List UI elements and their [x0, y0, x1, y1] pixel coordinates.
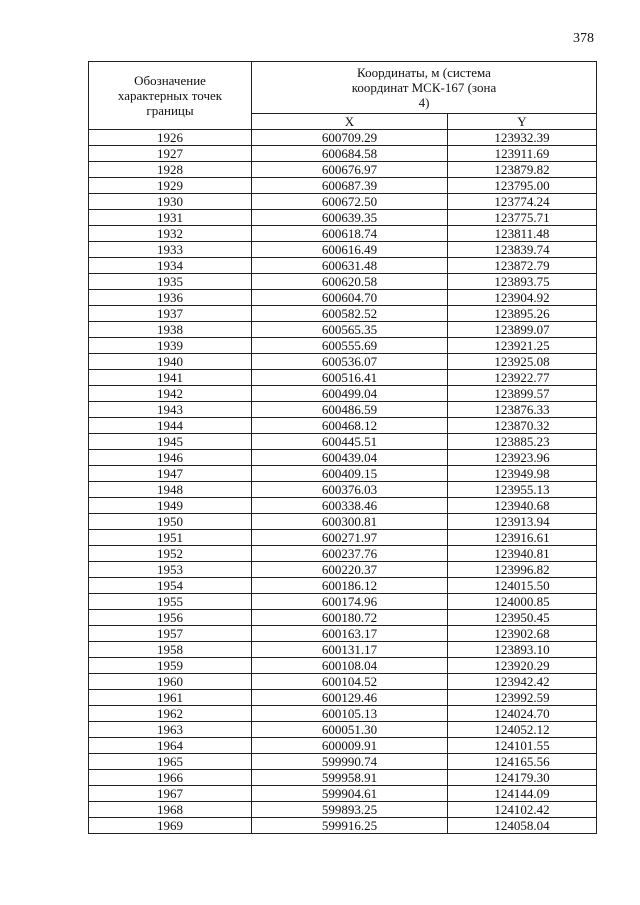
x-coordinate-cell: 600338.46	[252, 498, 448, 514]
point-number-cell: 1969	[89, 818, 252, 834]
point-number-cell: 1963	[89, 722, 252, 738]
table-body	[89, 130, 597, 834]
table-row	[89, 178, 597, 194]
x-coordinate-cell: 599904.61	[252, 786, 448, 802]
x-coordinate-cell: 600639.35	[252, 210, 448, 226]
point-number-cell: 1955	[89, 594, 252, 610]
table-row	[89, 658, 597, 674]
point-number-cell: 1957	[89, 626, 252, 642]
table-row	[89, 450, 597, 466]
point-number-cell: 1946	[89, 450, 252, 466]
y-coordinate-cell: 123876.33	[448, 402, 597, 418]
table-row	[89, 514, 597, 530]
point-number-cell: 1965	[89, 754, 252, 770]
header-coordinates	[252, 62, 597, 114]
table-row	[89, 322, 597, 338]
table-row	[89, 194, 597, 210]
x-coordinate-cell: 600163.17	[252, 626, 448, 642]
table-row	[89, 386, 597, 402]
point-number-cell: 1966	[89, 770, 252, 786]
y-coordinate-cell: 124165.56	[448, 754, 597, 770]
coordinates-table	[88, 61, 597, 834]
y-coordinate-cell: 123922.77	[448, 370, 597, 386]
x-coordinate-cell: 600376.03	[252, 482, 448, 498]
table-row	[89, 802, 597, 818]
y-coordinate-cell: 123879.82	[448, 162, 597, 178]
point-number-cell: 1929	[89, 178, 252, 194]
y-coordinate-cell: 123996.82	[448, 562, 597, 578]
table-row	[89, 594, 597, 610]
x-coordinate-cell: 600620.58	[252, 274, 448, 290]
x-coordinate-cell: 600687.39	[252, 178, 448, 194]
x-coordinate-cell: 600604.70	[252, 290, 448, 306]
y-coordinate-cell: 124179.30	[448, 770, 597, 786]
point-number-cell: 1926	[89, 130, 252, 146]
x-coordinate-cell: 600631.48	[252, 258, 448, 274]
point-number-cell: 1960	[89, 674, 252, 690]
y-coordinate-cell: 124000.85	[448, 594, 597, 610]
point-number-cell: 1952	[89, 546, 252, 562]
table-row	[89, 482, 597, 498]
x-coordinate-cell: 600565.35	[252, 322, 448, 338]
x-coordinate-cell: 600009.91	[252, 738, 448, 754]
point-number-cell: 1951	[89, 530, 252, 546]
table-row	[89, 274, 597, 290]
table-row	[89, 546, 597, 562]
point-number-cell: 1934	[89, 258, 252, 274]
point-number-cell: 1954	[89, 578, 252, 594]
y-coordinate-cell: 123949.98	[448, 466, 597, 482]
y-coordinate-cell: 123902.68	[448, 626, 597, 642]
y-coordinate-cell: 123913.94	[448, 514, 597, 530]
header-y: Y	[448, 114, 597, 130]
x-coordinate-cell: 600220.37	[252, 562, 448, 578]
y-coordinate-cell: 124015.50	[448, 578, 597, 594]
x-coordinate-cell: 600709.29	[252, 130, 448, 146]
y-coordinate-cell: 124024.70	[448, 706, 597, 722]
x-coordinate-cell: 600516.41	[252, 370, 448, 386]
x-coordinate-cell: 599916.25	[252, 818, 448, 834]
x-coordinate-cell: 600271.97	[252, 530, 448, 546]
point-number-cell: 1938	[89, 322, 252, 338]
y-coordinate-cell: 123920.29	[448, 658, 597, 674]
x-coordinate-cell: 600105.13	[252, 706, 448, 722]
x-coordinate-cell: 600445.51	[252, 434, 448, 450]
table-row	[89, 130, 597, 146]
table-row	[89, 818, 597, 834]
table-row	[89, 610, 597, 626]
point-number-cell: 1933	[89, 242, 252, 258]
y-coordinate-cell: 123870.32	[448, 418, 597, 434]
table-row	[89, 338, 597, 354]
table-row	[89, 370, 597, 386]
x-coordinate-cell: 600555.69	[252, 338, 448, 354]
x-coordinate-cell: 600499.04	[252, 386, 448, 402]
header-point-designation	[89, 62, 252, 130]
table-row	[89, 754, 597, 770]
x-coordinate-cell: 600300.81	[252, 514, 448, 530]
point-number-cell: 1967	[89, 786, 252, 802]
point-number-cell: 1962	[89, 706, 252, 722]
table-row	[89, 210, 597, 226]
table-row	[89, 306, 597, 322]
x-coordinate-cell: 600439.04	[252, 450, 448, 466]
header-point-designation-text: Обозначение характерных точек границы	[117, 73, 223, 118]
header-coordinates-text: Координаты, м (система координат МСК-167 (зона 4)	[351, 65, 497, 110]
table-row	[89, 258, 597, 274]
point-number-cell: 1948	[89, 482, 252, 498]
table-row	[89, 706, 597, 722]
point-number-cell: 1950	[89, 514, 252, 530]
y-coordinate-cell: 124144.09	[448, 786, 597, 802]
table-row	[89, 770, 597, 786]
x-coordinate-cell: 600180.72	[252, 610, 448, 626]
point-number-cell: 1964	[89, 738, 252, 754]
point-number-cell: 1936	[89, 290, 252, 306]
point-number-cell: 1943	[89, 402, 252, 418]
y-coordinate-cell: 124052.12	[448, 722, 597, 738]
x-coordinate-cell: 600131.17	[252, 642, 448, 658]
table-row	[89, 242, 597, 258]
y-coordinate-cell: 124101.55	[448, 738, 597, 754]
y-coordinate-cell: 123942.42	[448, 674, 597, 690]
point-number-cell: 1928	[89, 162, 252, 178]
point-number-cell: 1947	[89, 466, 252, 482]
y-coordinate-cell: 124058.04	[448, 818, 597, 834]
y-coordinate-cell: 123811.48	[448, 226, 597, 242]
x-coordinate-cell: 600684.58	[252, 146, 448, 162]
y-coordinate-cell: 123872.79	[448, 258, 597, 274]
point-number-cell: 1958	[89, 642, 252, 658]
point-number-cell: 1939	[89, 338, 252, 354]
point-number-cell: 1968	[89, 802, 252, 818]
point-number-cell: 1937	[89, 306, 252, 322]
table-row	[89, 626, 597, 642]
point-number-cell: 1935	[89, 274, 252, 290]
x-coordinate-cell: 600104.52	[252, 674, 448, 690]
y-coordinate-cell: 123950.45	[448, 610, 597, 626]
point-number-cell: 1932	[89, 226, 252, 242]
table-row	[89, 402, 597, 418]
point-number-cell: 1956	[89, 610, 252, 626]
table-row	[89, 418, 597, 434]
x-coordinate-cell: 600468.12	[252, 418, 448, 434]
y-coordinate-cell: 123925.08	[448, 354, 597, 370]
y-coordinate-cell: 123795.00	[448, 178, 597, 194]
x-coordinate-cell: 600616.49	[252, 242, 448, 258]
point-number-cell: 1942	[89, 386, 252, 402]
table-row	[89, 562, 597, 578]
y-coordinate-cell: 123940.68	[448, 498, 597, 514]
table-row	[89, 226, 597, 242]
x-coordinate-cell: 600676.97	[252, 162, 448, 178]
point-number-cell: 1945	[89, 434, 252, 450]
point-number-cell: 1927	[89, 146, 252, 162]
x-coordinate-cell: 600486.59	[252, 402, 448, 418]
x-coordinate-cell: 600536.07	[252, 354, 448, 370]
table-row	[89, 498, 597, 514]
y-coordinate-cell: 123893.75	[448, 274, 597, 290]
table-row	[89, 354, 597, 370]
table-row	[89, 530, 597, 546]
y-coordinate-cell: 123932.39	[448, 130, 597, 146]
x-coordinate-cell: 599990.74	[252, 754, 448, 770]
table-header	[89, 62, 597, 130]
x-coordinate-cell: 600129.46	[252, 690, 448, 706]
table-row	[89, 690, 597, 706]
point-number-cell: 1944	[89, 418, 252, 434]
y-coordinate-cell: 123955.13	[448, 482, 597, 498]
table-row	[89, 578, 597, 594]
y-coordinate-cell: 123904.92	[448, 290, 597, 306]
y-coordinate-cell: 124102.42	[448, 802, 597, 818]
page-number: 378	[573, 31, 594, 46]
y-coordinate-cell: 123940.81	[448, 546, 597, 562]
x-coordinate-cell: 600186.12	[252, 578, 448, 594]
x-coordinate-cell: 600237.76	[252, 546, 448, 562]
point-number-cell: 1931	[89, 210, 252, 226]
y-coordinate-cell: 123839.74	[448, 242, 597, 258]
table-row	[89, 642, 597, 658]
y-coordinate-cell: 123923.96	[448, 450, 597, 466]
table-row	[89, 722, 597, 738]
y-coordinate-cell: 123916.61	[448, 530, 597, 546]
y-coordinate-cell: 123921.25	[448, 338, 597, 354]
x-coordinate-cell: 600108.04	[252, 658, 448, 674]
y-coordinate-cell: 123911.69	[448, 146, 597, 162]
x-coordinate-cell: 600174.96	[252, 594, 448, 610]
y-coordinate-cell: 123775.71	[448, 210, 597, 226]
x-coordinate-cell: 600409.15	[252, 466, 448, 482]
point-number-cell: 1940	[89, 354, 252, 370]
x-coordinate-cell: 600672.50	[252, 194, 448, 210]
table-row	[89, 466, 597, 482]
y-coordinate-cell: 123893.10	[448, 642, 597, 658]
x-coordinate-cell: 599958.91	[252, 770, 448, 786]
point-number-cell: 1959	[89, 658, 252, 674]
y-coordinate-cell: 123899.57	[448, 386, 597, 402]
table-row	[89, 434, 597, 450]
x-coordinate-cell: 599893.25	[252, 802, 448, 818]
table-row	[89, 146, 597, 162]
table-row	[89, 290, 597, 306]
y-coordinate-cell: 123992.59	[448, 690, 597, 706]
x-coordinate-cell: 600582.52	[252, 306, 448, 322]
table-row	[89, 162, 597, 178]
table-row	[89, 674, 597, 690]
x-coordinate-cell: 600618.74	[252, 226, 448, 242]
point-number-cell: 1961	[89, 690, 252, 706]
point-number-cell: 1953	[89, 562, 252, 578]
table-row	[89, 738, 597, 754]
table-row	[89, 786, 597, 802]
header-x: X	[252, 114, 448, 130]
point-number-cell: 1941	[89, 370, 252, 386]
y-coordinate-cell: 123774.24	[448, 194, 597, 210]
x-coordinate-cell: 600051.30	[252, 722, 448, 738]
y-coordinate-cell: 123885.23	[448, 434, 597, 450]
point-number-cell: 1930	[89, 194, 252, 210]
y-coordinate-cell: 123899.07	[448, 322, 597, 338]
point-number-cell: 1949	[89, 498, 252, 514]
y-coordinate-cell: 123895.26	[448, 306, 597, 322]
